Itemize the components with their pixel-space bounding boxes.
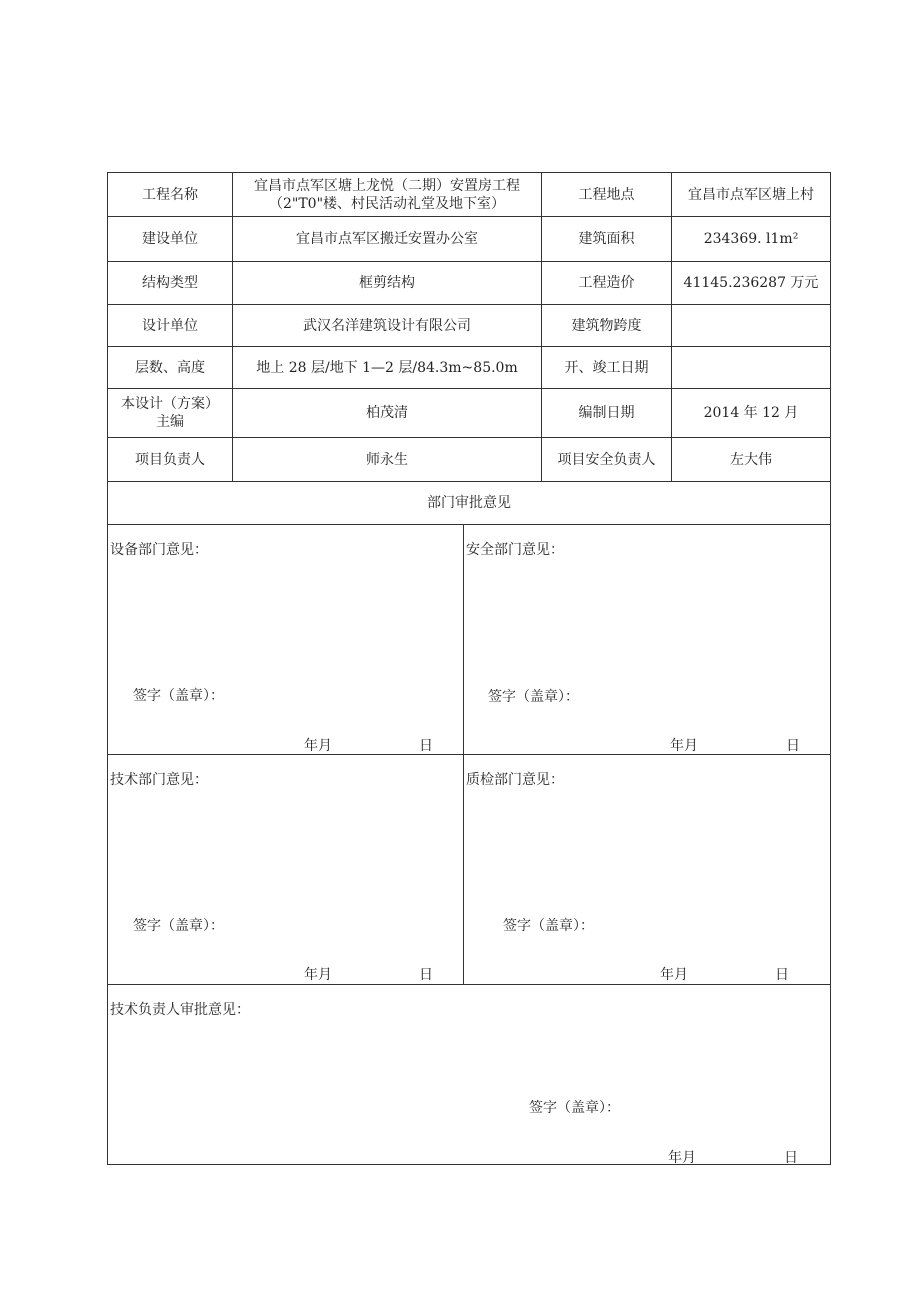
date-year-month: 年月 (660, 967, 688, 983)
designer-label: 设计单位 (108, 305, 233, 346)
date-year-month: 年月 (304, 738, 332, 754)
builder-value: 宜昌市点军区搬迁安置办公室 (233, 217, 542, 261)
sign-label: 签字（盖章）： (133, 688, 224, 704)
designer-value: 武汉名洋建筑设计有限公司 (233, 305, 542, 346)
row-editor (108, 389, 830, 438)
tech-lead-opinion-panel (108, 985, 830, 1164)
compile-date-label: 编制日期 (542, 389, 672, 437)
equipment-opinion-panel (108, 525, 463, 754)
tech-opinion-panel (108, 755, 463, 984)
cost-label: 工程造价 (542, 262, 672, 304)
dates-value (672, 347, 830, 388)
safety-manager-value: 左大伟 (730, 451, 772, 468)
project-name-line2: （2"T0"楼、村民活动礼堂及地下室） (268, 195, 506, 212)
row-section-title (108, 482, 830, 525)
location-label: 工程地点 (542, 173, 672, 216)
date-year-month: 年月 (304, 967, 332, 983)
safety-opinion-panel (464, 525, 830, 754)
builder-label: 建设单位 (108, 217, 233, 261)
tech-opinion-label: 技术部门意见： (110, 772, 208, 788)
manager-label: 项目负责人 (108, 438, 233, 481)
quality-opinion-panel (464, 755, 830, 984)
sign-label: 签字（盖章）： (488, 689, 579, 705)
section-title: 部门审批意见 (427, 495, 511, 511)
editor-label-line1: 本设计（方案） (121, 396, 219, 412)
row-floors (108, 347, 830, 389)
row-project-name (108, 173, 830, 217)
row-opinions-2 (108, 755, 830, 985)
date-year-month: 年月 (670, 738, 698, 754)
cost-value: 41145.236287 万元 (683, 275, 819, 291)
date-day: 日 (784, 1150, 798, 1166)
quality-opinion-label: 质检部门意见： (466, 772, 564, 788)
area-label: 建筑面积 (542, 217, 672, 261)
floors-value: 地上 28 层/地下 1—2 层/84.3m~85.0m (233, 347, 542, 388)
sign-label: 签字（盖章）： (503, 918, 594, 934)
span-label: 建筑物跨度 (542, 305, 672, 346)
span-value (672, 305, 830, 346)
compile-date-value: 2014 年 12 月 (703, 405, 799, 421)
date-day: 日 (419, 738, 433, 754)
floors-label: 层数、高度 (108, 347, 233, 388)
manager-value: 师永生 (233, 438, 542, 481)
sign-label: 签字（盖章）： (133, 918, 224, 934)
row-opinions-1 (108, 525, 830, 755)
row-designer (108, 305, 830, 347)
sign-label: 签字（盖章）： (529, 1100, 620, 1116)
date-day: 日 (419, 967, 433, 983)
row-manager (108, 438, 830, 482)
dates-label: 开、竣工日期 (542, 347, 672, 388)
location-value: 宜昌市点军区塘上村 (688, 186, 814, 203)
project-name-line1: 宜昌市点军区塘上龙悦（二期）安置房工程 (254, 177, 520, 194)
structure-value: 框剪结构 (233, 262, 542, 304)
safety-opinion-label: 安全部门意见： (466, 542, 564, 558)
project-name-value (233, 173, 542, 216)
date-year-month: 年月 (668, 1150, 696, 1166)
date-day: 日 (786, 738, 800, 754)
safety-manager-label: 项目安全负责人 (542, 438, 672, 481)
date-day: 日 (775, 967, 789, 983)
editor-label (108, 389, 233, 437)
editor-value: 柏茂清 (233, 389, 542, 437)
editor-label-line2: 主编 (156, 414, 184, 430)
tech-lead-opinion-label: 技术负责人审批意见： (110, 1002, 250, 1018)
equipment-opinion-label: 设备部门意见： (110, 542, 208, 558)
row-structure (108, 262, 830, 305)
approval-form (107, 172, 831, 1165)
structure-label: 结构类型 (108, 262, 233, 304)
project-name-label: 工程名称 (108, 173, 233, 216)
area-value: 234369. l1m² (703, 231, 799, 247)
row-builder (108, 217, 830, 262)
